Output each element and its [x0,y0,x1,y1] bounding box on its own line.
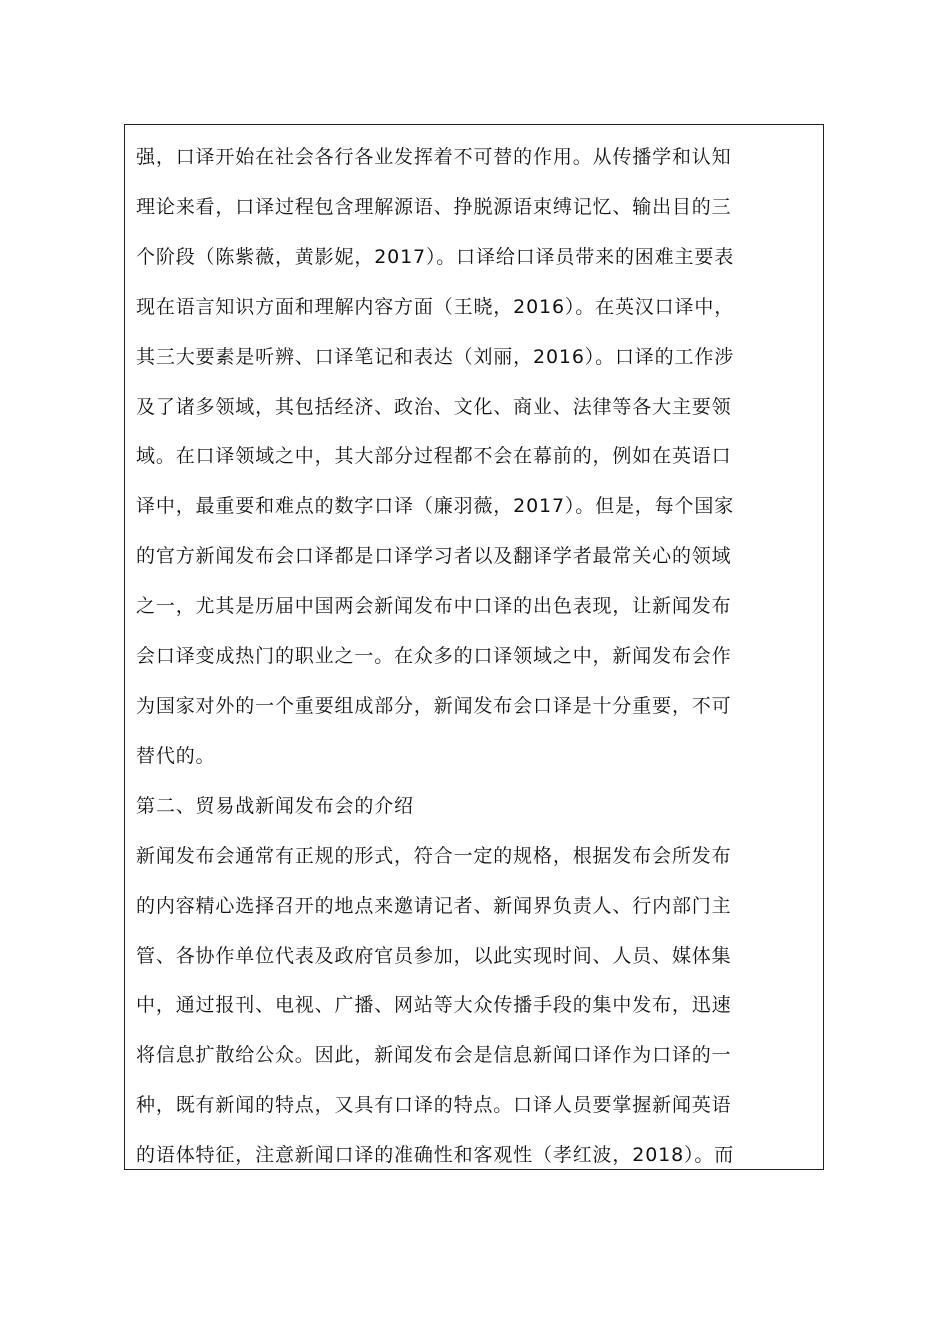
body-text [136,133,812,1181]
text-line: 替代的。 [136,744,216,767]
text-line: 个阶段（陈紫薇，黄影妮，2017）。口译给口译员带来的困难主要表 [136,245,735,268]
text-line: 新闻发布会通常有正规的形式，符合一定的规格，根据发布会所发布 [136,844,732,867]
section-heading: 第二、贸易战新闻发布会的介绍 [136,794,414,817]
text-line: 种，既有新闻的特点，又具有口译的特点。口译人员要掌握新闻英语 [136,1094,732,1117]
text-line: 将信息扩散给公众。因此，新闻发布会是信息新闻口译作为口译的一 [136,1044,732,1067]
text-line: 现在语言知识方面和理解内容方面（王晓，2016）。在英汉口译中， [136,295,735,318]
page-border-box [124,124,824,1170]
text-line: 理论来看，口译过程包含理解源语、挣脱源语束缚记忆、输出目的三 [136,195,732,218]
text-line: 其三大要素是听辨、口译笔记和表达（刘丽，2016）。口译的工作涉 [136,345,735,368]
text-line: 的内容精心选择召开的地点来邀请记者、新闻界负责人、行内部门主 [136,894,732,917]
text-line: 管、各协作单位代表及政府官员参加，以此实现时间、人员、媒体集 [136,944,732,967]
text-line: 强，口译开始在社会各行各业发挥着不可替的作用。从传播学和认知 [136,146,732,168]
text-line: 的语体特征，注意新闻口译的准确性和客观性（孝红波，2018）。而 [136,1144,735,1167]
text-line: 及了诸多领域，其包括经济、政治、文化、商业、法律等各大主要领 [136,395,732,418]
text-line: 之一，尤其是历届中国两会新闻发布中口译的出色表现，让新闻发布 [136,595,732,618]
text-line: 域。在口译领域之中，其大部分过程都不会在幕前的，例如在英语口 [136,445,732,468]
text-line: 译中，最重要和难点的数字口译（廉羽薇，2017）。但是，每个国家 [136,495,735,518]
text-line: 中，通过报刊、电视、广播、网站等大众传播手段的集中发布，迅速 [136,994,732,1017]
text-line: 会口译变成热门的职业之一。在众多的口译领域之中，新闻发布会作 [136,645,732,668]
text-line: 为国家对外的一个重要组成部分，新闻发布会口译是十分重要，不可 [136,694,732,717]
text-line: 的官方新闻发布会口译都是口译学习者以及翻译学者最常关心的领域 [136,545,732,568]
